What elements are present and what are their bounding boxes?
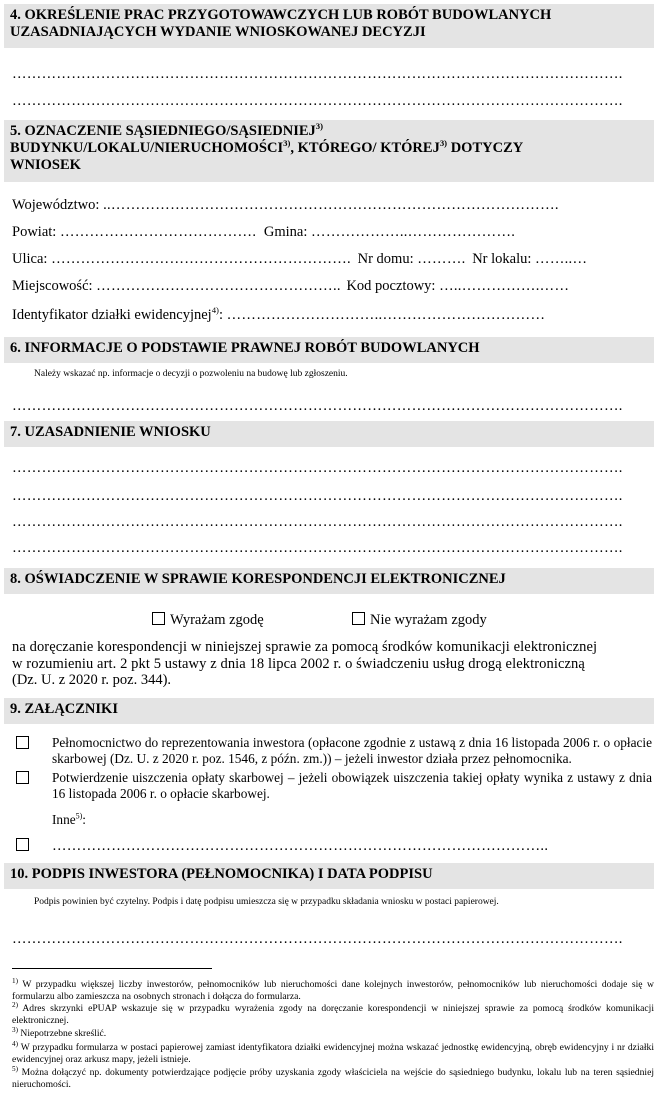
section-8-title: 8. OŚWIADCZENIE W SPRAWIE KORESPONDENCJI ELEKTRONICZNEJ	[10, 571, 506, 587]
section-5-title-part3: , KTÓREGO/ KTÓREJ	[290, 140, 440, 156]
miejscowosc-label: Miejscowość:	[12, 278, 97, 294]
wojewodztwo-field[interactable]: ..……………………………………………………………………………….	[103, 197, 559, 213]
footnote-5-number: 5)	[12, 1064, 18, 1073]
footnote-2-text: Adres skrzynki ePUAP wskazuje się w przypadku wyrażenia zgody na doręczanie korespondencji w niniejszej sprawie za pomocą środków komunikacji elektronicznej.	[12, 1003, 654, 1026]
attachment-other-label: Inne	[52, 812, 76, 827]
footnote-1-number: 1)	[12, 976, 18, 985]
section-4-title-line2: UZASADNIAJĄCYCH WYDANIE WNIOSKOWANEJ DECYZJI	[10, 24, 426, 40]
signature-dotted-line[interactable]: …………………………………………………………………………………………………………….	[12, 931, 623, 947]
footnote-5	[12, 1064, 654, 1090]
attachment-2-checkbox[interactable]	[16, 771, 29, 784]
attachment-1-checkbox[interactable]	[16, 736, 29, 749]
identyfikator-row	[12, 307, 654, 323]
footnote-5-text: Można dołączyć np. dokumenty potwierdzające podjęcie próby uzyskania zgody właściciela na wejście do sąsiedniego budynku, lokalu lub na teren sąsiedniej nieruchomości.	[12, 1067, 654, 1090]
footnote-4-text: W przypadku formularza w postaci papierowej zamiast identyfikatora działki ewidencyjnej można wskazać jednostkę ewidencyjną, obręb ewidencyjny i nr działki ewidencyjnej oraz arkusz mapy, jeżeli istnieje.	[12, 1042, 654, 1065]
footnote-ref-3: 3)	[315, 121, 324, 132]
footnote-ref-4: 4)	[211, 305, 219, 316]
footnote-separator	[12, 968, 212, 969]
consent-label: Wyrażam zgodę	[170, 612, 264, 628]
powiat-label: Powiat:	[12, 224, 60, 240]
section-7-header	[4, 421, 654, 447]
section-7-dotted-line-2[interactable]: …………………………………………………………………………………………………………….	[12, 488, 623, 504]
footnote-3	[12, 1025, 654, 1040]
wojewodztwo-row	[12, 197, 654, 213]
section-5-title-part4: DOTYCZY	[447, 140, 524, 156]
section-8-header	[4, 568, 654, 594]
section-8-statement-line3: (Dz. U. z 2020 r. poz. 344).	[12, 672, 172, 688]
section-8-statement-line1: na doręczanie korespondencji w niniejszej sprawie za pomocą środków komunikacji elektronicznej	[12, 639, 598, 655]
gmina-field[interactable]: ………………..………………….	[311, 224, 516, 240]
nr-lokalu-field[interactable]: ……..…	[535, 251, 588, 267]
section-6-header	[4, 337, 654, 363]
section-10-note: Podpis powinien być czytelny. Podpis i datę podpisu umieszcza się w przypadku składania wniosku w postaci papierowej.	[34, 897, 499, 907]
footnote-4-number: 4)	[12, 1039, 18, 1048]
section-4-title-line1: 4. OKREŚLENIE PRAC PRZYGOTOWAWCZYCH LUB ROBÓT BUDOWLANYCH	[10, 7, 552, 23]
powiat-gmina-row	[12, 224, 654, 240]
section-4-dotted-line-1[interactable]: …………………………………………………………………………………………………………….	[12, 66, 623, 82]
attachment-other-checkbox[interactable]	[16, 838, 29, 851]
attachment-other-colon: :	[82, 812, 86, 827]
footnote-1	[12, 976, 654, 1002]
nr-domu-label: Nr domu:	[357, 251, 418, 267]
attachment-2-text: Potwierdzenie uiszczenia opłaty skarbowej – jeżeli obowiązek uiszczenia takiej opłaty wynika z ustawy z dnia 16 listopada 2006 r. o opłacie skarbowej.	[52, 770, 652, 801]
section-10-title: 10. PODPIS INWESTORA (PEŁNOMOCNIKA) I DATA PODPISU	[10, 866, 433, 882]
section-7-dotted-line-1[interactable]: …………………………………………………………………………………………………………….	[12, 460, 623, 476]
section-8-statement	[12, 639, 654, 689]
ulica-field[interactable]: …………………………………………………….	[51, 251, 351, 267]
ulica-label: Ulica:	[12, 251, 52, 267]
section-6-dotted-line[interactable]: …………………………………………………………………………………………………………….	[12, 398, 623, 414]
consent-checkbox[interactable]	[152, 612, 165, 625]
section-7-title: 7. UZASADNIENIE WNIOSKU	[10, 424, 211, 440]
footnote-ref-3: 3)	[439, 138, 448, 149]
no-consent-label: Nie wyrażam zgody	[370, 612, 487, 628]
identyfikator-label: Identyfikator działki ewidencyjnej	[12, 307, 212, 323]
identyfikator-field[interactable]: …………………………..……………………………	[226, 307, 546, 323]
no-consent-option[interactable]	[352, 612, 487, 628]
section-5-title-part2: BUDYNKU/LOKALU/NIERUCHOMOŚCI	[10, 140, 284, 156]
identyfikator-colon: :	[218, 307, 223, 323]
attachment-other-label-row	[52, 812, 86, 828]
footnote-ref-3: 3)	[283, 138, 291, 149]
miejscowosc-row	[12, 278, 654, 294]
footnote-3-text: Niepotrzebne skreślić.	[20, 1028, 107, 1039]
consent-option[interactable]	[152, 612, 264, 628]
section-5-title-part5: WNIOSEK	[10, 157, 81, 173]
miejscowosc-field[interactable]: …………………………………………..	[96, 278, 341, 294]
section-7-dotted-line-3[interactable]: …………………………………………………………………………………………………………….	[12, 514, 623, 530]
footnote-2	[12, 1000, 654, 1026]
wojewodztwo-label: Województwo:	[12, 197, 104, 213]
section-10-header	[4, 863, 654, 889]
footnote-2-number: 2)	[12, 1000, 18, 1009]
footnote-ref-5: 5)	[75, 811, 83, 821]
footnote-3-number: 3)	[12, 1025, 18, 1034]
kod-pocztowy-label: Kod pocztowy:	[346, 278, 440, 294]
no-consent-checkbox[interactable]	[352, 612, 365, 625]
gmina-label: Gmina:	[263, 224, 312, 240]
nr-lokalu-label: Nr lokalu:	[472, 251, 536, 267]
footnote-4	[12, 1039, 654, 1065]
section-7-dotted-line-4[interactable]: …………………………………………………………………………………………………………….	[12, 540, 623, 556]
ulica-row	[12, 251, 654, 267]
section-6-note: Należy wskazać np. informacje o decyzji o pozwoleniu na budowę lub zgłoszeniu.	[34, 369, 348, 379]
section-4-dotted-line-2[interactable]: …………………………………………………………………………………………………………….	[12, 93, 623, 109]
footnote-1-text: W przypadku większej liczby inwestorów, pełnomocników lub nieruchomości dane kolejnych inwestorów, pełnomocników lub nieruchomości dodaje się w formularzu albo zamieszcza na osobnych stronach i dołącza do formularza.	[12, 979, 654, 1002]
kod-pocztowy-field[interactable]: …..…………….……	[439, 278, 570, 294]
section-9-header	[4, 698, 654, 724]
section-8-statement-line2: w rozumieniu art. 2 pkt 5 ustawy z dnia 18 lipca 2002 r. o świadczeniu usług drogą elektroniczną	[12, 655, 585, 672]
section-9-title: 9. ZAŁĄCZNIKI	[10, 701, 118, 717]
section-4-header	[4, 4, 654, 48]
attachment-1-text: Pełnomocnictwo do reprezentowania inwestora (opłacone zgodnie z ustawą z dnia 16 listopada 2006 r. o opłacie skarbowej (Dz. U. z 2020 r. poz. 1546, z późn. zm.)) – jeżeli inwestor działa przez pełnomocnika.	[52, 735, 652, 766]
section-5-title-part1: 5. OZNACZENIE SĄSIEDNIEGO/SĄSIEDNIEJ	[10, 123, 316, 139]
attachment-other-field[interactable]: ………………………………………………………………………………………..	[52, 838, 549, 854]
nr-domu-field[interactable]: ……….	[417, 251, 466, 267]
powiat-field[interactable]: ………………………………….	[59, 224, 257, 240]
section-6-title: 6. INFORMACJE O PODSTAWIE PRAWNEJ ROBÓT BUDOWLANYCH	[10, 340, 480, 356]
section-5-header	[4, 120, 654, 182]
